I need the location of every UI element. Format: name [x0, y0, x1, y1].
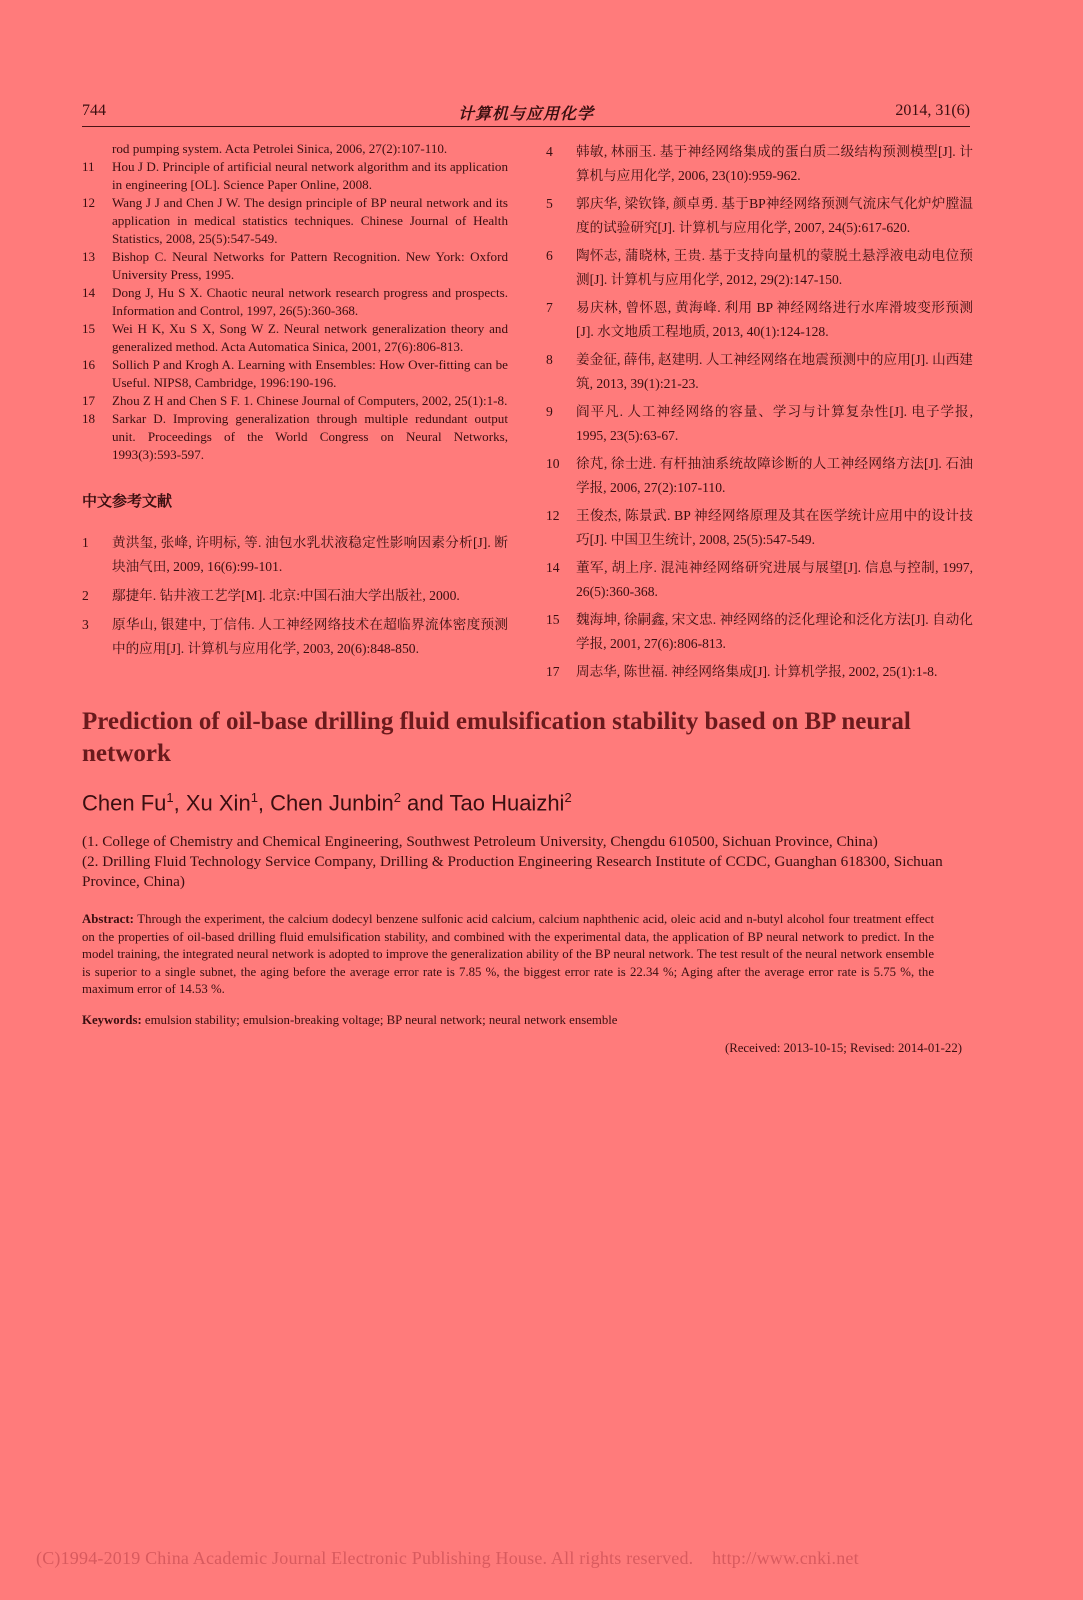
reference-text: 王俊杰, 陈景武. BP 神经网络原理及其在医学统计应用中的设计技巧[J]. 中国卫生统计, 2008, 25(5):547-549.	[576, 508, 973, 547]
reference-item	[546, 608, 973, 656]
reference-item	[82, 284, 508, 320]
author-affiliation-mark: 2	[393, 790, 401, 805]
reference-number: 14	[546, 560, 560, 575]
reference-number: 15	[546, 612, 560, 627]
reference-item	[82, 320, 508, 356]
reference-item	[82, 392, 508, 410]
keywords	[82, 1012, 942, 1029]
reference-item	[82, 531, 508, 579]
reference-text: 韩敏, 林丽玉. 基于神经网络集成的蛋白质二级结构预测模型[J]. 计算机与应用化学, 2006, 23(10):959-962.	[576, 144, 973, 183]
reference-item	[546, 452, 973, 500]
reference-number: 2	[82, 588, 89, 603]
reference-number: 3	[82, 617, 89, 632]
reference-text: 董军, 胡上序. 混沌神经网络研究进展与展望[J]. 信息与控制, 1997, 26(5):360-368.	[576, 560, 973, 599]
chinese-references-heading: 中文参考文献	[82, 494, 173, 510]
reference-text: 原华山, 银建中, 丁信伟. 人工神经网络技术在超临界流体密度预测中的应用[J]. 计算机与应用化学, 2003, 20(6):848-850.	[112, 617, 508, 656]
reference-text: Wei H K, Xu S X, Song W Z. Neural network generalization theory and generalized method. Acta Automatica Sinica, 2001, 27(6):806-813.	[112, 321, 508, 354]
reference-text: 魏海坤, 徐嗣鑫, 宋文忠. 神经网络的泛化理论和泛化方法[J]. 自动化学报, 2001, 27(6):806-813.	[576, 612, 973, 651]
reference-item	[546, 192, 973, 240]
reference-number: 11	[82, 159, 95, 174]
reference-text: Sollich P and Krogh A. Learning with Ensembles: How Over-fitting can be Useful. NIPS8, Cambridge, 1996:190-196.	[112, 357, 508, 390]
reference-item	[546, 504, 973, 552]
right-column	[546, 140, 973, 688]
reference-text: 郭庆华, 梁钦锋, 颜卓勇. 基于BP神经网络预测气流床气化炉炉膛温度的试验研究[J]. 计算机与应用化学, 2007, 24(5):617-620.	[576, 196, 973, 235]
abstract-label: Abstract:	[82, 912, 134, 926]
reference-number: 4	[546, 144, 553, 159]
reference-number: 16	[82, 357, 96, 372]
reference-item	[82, 356, 508, 392]
page-number: 744	[82, 102, 106, 119]
reference-number: 8	[546, 352, 553, 367]
author-name: Chen Fu	[82, 790, 167, 816]
reference-text: 徐芃, 徐士进. 有杆抽油系统故障诊断的人工神经网络方法[J]. 石油学报, 2006, 27(2):107-110.	[576, 456, 973, 495]
chinese-reference-list-right	[546, 140, 973, 684]
reference-number: 10	[546, 456, 560, 471]
author-affiliation-mark: 1	[250, 790, 258, 805]
reference-text: Wang J J and Chen J W. The design principle of BP neural network and its application in medical statistics techniques. Chinese Journal of Health Statistics, 2008, 25(5):547-549.	[112, 195, 508, 246]
reference-number: 5	[546, 196, 553, 211]
reference-item	[546, 660, 973, 684]
received-dates: (Received: 2013-10-15; Revised: 2014-01-22)	[724, 1041, 962, 1055]
reference-item	[546, 556, 973, 604]
reference-text: 周志华, 陈世福. 神经网络集成[J]. 计算机学报, 2002, 25(1):1-8.	[576, 664, 938, 679]
reference-item	[82, 584, 508, 608]
running-header	[82, 98, 970, 127]
reference-text: 黄洪玺, 张峰, 许明标, 等. 油包水乳状液稳定性影响因素分析[J]. 断块油气田, 2009, 16(6):99-101.	[112, 535, 508, 574]
reference-item	[82, 410, 508, 464]
affiliation-1: (1. College of Chemistry and Chemical Engineering, Southwest Petroleum University, Chengdu 610500, Sichuan Province, China)	[82, 833, 878, 850]
reference-text: 易庆林, 曾怀恩, 黄海峰. 利用 BP 神经网络进行水库滑坡变形预测[J]. 水文地质工程地质, 2013, 40(1):124-128.	[576, 300, 973, 339]
author-list	[82, 790, 572, 816]
reference-item	[546, 244, 973, 292]
keywords-label: Keywords:	[82, 1013, 142, 1027]
reference-text: Dong J, Hu S X. Chaotic neural network research progress and prospects. Information and Control, 1997, 26(5):360-368.	[112, 285, 508, 318]
reference-number: 14	[82, 285, 96, 300]
author-name: Xu Xin	[185, 790, 251, 816]
reference-number: 6	[546, 248, 553, 263]
reference-number: 12	[546, 508, 560, 523]
journal-name: 计算机与应用化学	[457, 106, 594, 123]
reference-number: 15	[82, 321, 96, 336]
reference-number: 13	[82, 249, 96, 264]
english-reference-list	[82, 140, 508, 464]
reference-text: 姜金征, 薛伟, 赵建明. 人工神经网络在地震预测中的应用[J]. 山西建筑, 2013, 39(1):21-23.	[576, 352, 973, 391]
reference-item	[546, 400, 973, 448]
author-name: Tao Huaizhi	[449, 790, 565, 816]
reference-item	[82, 194, 508, 248]
reference-item	[546, 348, 973, 396]
reference-number: 9	[546, 404, 553, 419]
reference-text: 陶怀志, 蒲晓林, 王贵. 基于支持向量机的蒙脱土悬浮液电动电位预测[J]. 计算机与应用化学, 2012, 29(2):147-150.	[576, 248, 973, 287]
reference-number: 7	[546, 300, 553, 315]
author-separator: ,	[257, 790, 271, 816]
reference-text: Hou J D. Principle of artificial neural network algorithm and its application in engineering [OL]. Science Paper Online, 2008.	[112, 159, 508, 192]
reference-item	[82, 613, 508, 661]
reference-number: 18	[82, 411, 96, 426]
journal-issue: 2014, 31(6)	[895, 102, 970, 119]
copyright-footer: (C)1994-2019 China Academic Journal Electronic Publishing House. All rights reserved. http://www.cnki.net	[36, 1548, 859, 1568]
reference-text: Bishop C. Neural Networks for Pattern Recognition. New York: Oxford University Press, 1995.	[112, 249, 508, 282]
reference-number: 17	[82, 393, 96, 408]
chinese-reference-list-left	[82, 531, 508, 661]
paper-title: Prediction of oil-base drilling fluid emulsification stability based on BP neural network	[82, 708, 911, 767]
abstract	[82, 911, 934, 999]
reference-text: 阎平凡. 人工神经网络的容量、学习与计算复杂性[J]. 电子学报, 1995, 23(5):63-67.	[576, 404, 973, 443]
affiliations	[82, 832, 972, 892]
reference-number: 17	[546, 664, 560, 679]
author-name: Chen Junbin	[270, 790, 394, 816]
abstract-text: Through the experiment, the calcium dodecyl benzene sulfonic acid calcium, calcium naphthenic acid, oleic acid and n-butyl alcohol four treatment effect on the properties of oil-based drilling fluid emulsification stability, and combined with the experimental data, the application of BP neural network to predict. In the model training, the integrated neural network is adopted to improve the generalization ability of the BP neural network. The test result of the neural network ensemble is superior to a single subnet, the aging before the average error rate is 7.85 %, the biggest error rate is 22.34 %; Aging after the average error rate is 5.75 %, the maximum error of 14.53 %.	[82, 912, 935, 996]
reference-text: Zhou Z H and Chen S F. 1. Chinese Journal of Computers, 2002, 25(1):1-8.	[112, 393, 508, 408]
affiliation-2: (2. Drilling Fluid Technology Service Company, Drilling & Production Engineering Research Institute of CCDC, Guanghan 618300, Sichuan Province, China)	[82, 853, 943, 890]
keywords-text: emulsion stability; emulsion-breaking voltage; BP neural network; neural network ensemble	[144, 1013, 618, 1027]
reference-item	[82, 248, 508, 284]
author-affiliation-mark: 1	[166, 790, 174, 805]
reference-text: Sarkar D. Improving generalization through multiple redundant output unit. Proceedings of the World Congress on Neural Networks, 1993(3):593-597.	[112, 411, 508, 462]
reference-item	[82, 158, 508, 194]
author-separator: ,	[173, 790, 186, 816]
reference-text: 鄢捷年. 钻井液工艺学[M]. 北京:中国石油大学出版社, 2000.	[112, 588, 460, 603]
reference-text: rod pumping system. Acta Petrolei Sinica, 2006, 27(2):107-110.	[112, 141, 448, 156]
author-separator: and	[400, 790, 450, 816]
reference-item	[546, 140, 973, 188]
reference-number: 12	[82, 195, 96, 210]
author-affiliation-mark: 2	[564, 790, 572, 805]
reference-item	[546, 296, 973, 344]
left-column	[82, 140, 508, 666]
reference-number: 1	[82, 535, 89, 550]
reference-item	[82, 140, 508, 158]
